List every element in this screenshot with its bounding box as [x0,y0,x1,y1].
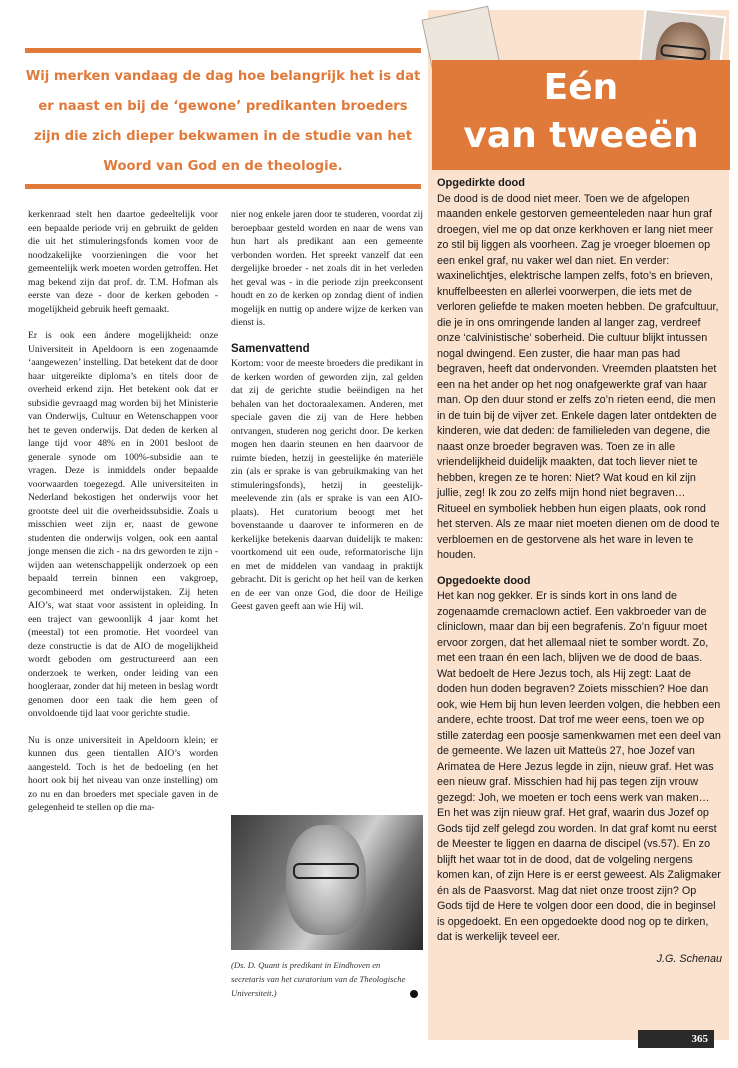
end-mark-icon [410,990,418,998]
page-number: 365 [638,1030,714,1048]
sidebar-paragraph-2: Het kan nog gekker. Er is sinds kort in ons land de zogenaamde cremaclown actief. Een vakbroeder van de cliniclown, maar dan bij een begrafenis. Zo’n figuur moet ervoor zorgen, dat het allemaal niet te somber wordt. Zo, met een traan én een lach, blijven we de dood de baas. Wat bedoelt de Here Jezus toch, als Hij zegt: Laat de doden hun doden begraven? Zoiets misschien? Hoe dan ook, wie Hem bij hun leven leerden volgen, die hebben een andere, echte troost. Dat trof me weer eens, toen we op stille zaterdag een poosje samenkwamen met een deel van de gemeente. We lazen uit Matteüs 27, hoe Jozef van Arimatea de Here Jezus legde in zijn, nieuw graf. Het was een nieuw graf. Misschien had hij pas tegen zijn vrouw gezegd: Joh, we moeten er toch eens werk van maken… En het was zijn nieuw graf. Het graf, waarin dus Jozef op Gods tijd zelf gelegd zou worden. In dat graf komt nu eerst de Meester te liggen en daarna de discipel (vs.57). En zo blijft het waar tot in de dood, dat de volgeling nergens komen kan, of zijn Here is er eerst geweest. Als Zaligmaker én als de Paasvorst. Mag dat niet onze troost zijn? Op Gods tijd de Here te volgen door een dood, die in beginsel is opgedoekt. En een opgedoekte dood nog op te dirken, dat is werkelijk teveel eer. [437,590,721,943]
pullquote-top-rule [25,48,421,53]
pullquote-bottom-rule [25,184,421,189]
article-paragraph: kerkenraad stelt hen daartoe gedeeltelijk voor een bepaalde periode vrij en gebruikt de gelden die uit het stimuleringsfonds komen voor de noodzakelijke voorzieningen die voor het gemeentelijk werk moeten worden getroffen. Het mag bekend zijn dat prof. dr. T.M. Hofman als eerste van deze - door de kerken geboden - mogelijkheid gebruik heeft gemaakt. [28,209,218,315]
sidebar-heading-2: Opgedoekte dood [437,574,531,587]
pullquote: Wij merken vandaag de dag hoe belangrijk het is dat er naast en bij de ‘gewone’ predikanten broeders zijn die zich dieper bekwamen in de studie van het Woord van God en de theologie. [25,69,421,174]
section-heading: Samenvattend [231,342,310,355]
article-column-1 [28,208,218,828]
photo-face [286,825,366,935]
photo-glasses [293,863,359,879]
photo-caption: (Ds. D. Quant is predikant in Eindhoven en secretaris van het curatorium van de Theologische Universiteit.) [231,960,406,998]
sidebar-author: J.G. Schenau [656,952,722,965]
author-photo [231,815,423,950]
article-paragraph: nier nog enkele jaren door te studeren, voordat zij beroepbaar gesteld worden en naar de wens van hun hart als predikant aan een gemeente verbonden worden. Het spreekt vanzelf dat een dergelijke broeder - net zoals dit in het verleden het geval was - in die periode zijn preekconsent houdt en zo de kerken op zondag dient of indien mogelijk en nuttig op andere wijze de kerken van dienst is. [231,209,423,328]
sidebar-title [432,64,730,160]
sidebar-paragraph-1: De dood is de dood niet meer. Toen we de afgelopen maanden enkele gestorven gemeenteleden naar hun graf droegen, viel me op dat onze kerkhoven er lang niet meer zo stil bij liggen als voorheen. Zag je vroeger bloemen op een enkel graf, nu vaker wel dan niet. En verder: waxinelichtjes, elektrische lampen zelfs, foto’s en brieven, knuffelbeesten en allerlei voorwerpen, die iets met de verloren geliefde te maken moeten hebben. De grafcultuur, die je in ons omringende landen al langer zag, verdreef onze ‘calvinistische’ soberheid. Die cultuur blijkt intussen nogal dwingend. Een zuster, die haar man pas had begraven, heeft dat ondervonden. Vreemden plaatsten het een na het ander op het nog onafgewerkte graf van haar man. Op den duur stond er zelfs zo’n rieten eend, die men in de tuin bij de vijver zet. Enkele dagen later ontdekten de kinderen, wie dat deden: de familieleden van degene, die naast onze broeder begraven was. Toen ze in alle vriendelijkheid duidelijk maakten, dat toch liever niet te hebben, kregen ze te horen: Niet? Wat koud en kil zijn jullie, zeg! Ik zou zo zelfs mijn hond niet begraven… Ritueel en symboliek hebben hun eigen plaats, ook rond het sterven. Als ze maar niet moeten dienen om de dood te verbloemen en de gestorvene als het ware in leven te houden. [437,192,720,561]
sidebar-heading-1: Opgedirkte dood [437,177,525,189]
sidebar-text [437,176,722,967]
article-paragraph: Er is ook een ándere mogelijkheid: onze Universiteit in Apeldoorn is een zogenaamde ‘aangewezen’ instelling. Dat betekent dat de door haar uitgereikte diploma’s en titels door de overheid erkend zijn. Het betekent ook dat er subsidie gevraagd mag worden bij het Ministerie van Onderwijs, Cultuur en Wetenschappen voor het te geven onderwijs. Dat deden de kerken al lange tijd voor 48% en in 2001 besloot de generale synode om 100%-subsidie aan te vragen. Deze is inmiddels onder bepaalde voorwaarden toegezegd. Alle universiteiten in Nederland bekostigen het onderwijs voor het grootste deel uit die overheidssubsidie. Zoals u misschien weet zijn er, naast de gewone studenten die onderwijs volgen, ook een aantal jonge mensen die zich - na drs geworden te zijn - wijden aan wetenschappelijk onderzoek op een bepaald terrein binnen een vakgroep, gecombineerd met onderwijstaken. Zij heten AIO’s, wat staat voor assistent in opleiding. In een traject van gewoonlijk 4 jaar komt het (meestal) tot een promotie. Het voordeel van deze constructie is dat de AIO de mogelijkheid wordt geboden om gestructureerd aan een onderzoek te werken, onder leiding van een hoogleraar, zonder dat hij meteen in beslag wordt genomen door een taak die hem geen of onvoldoende tijd laat voor gerichte studie. [28,330,218,719]
sidebar-title-line2: van tweeën [463,115,699,156]
pullquote-box [25,48,421,193]
article-paragraph: Kortom: voor de meeste broeders die predikant in de kerken worden of geworden zijn, zal gelden dat zij de gerichte studie beëindigen na het behalen van het doctoraalexamen. Anderen, met speciale gaven die zij van de Here hebben ontvangen, studeren nog gericht door. De kerken mogen hen daarin steunen en hen daarvoor de ruimte bieden, hetzij in geestelijke én materiële zin (als er sprake is van gebruikmaking van het stimuleringsfonds), hetzij in geestelijk-meelevende zin (als er sprake is van een AIO-plaats). Het curatorium beoogt met het bovenstaande u daarover te informeren en de kerkelijke betekenis daarvan duidelijk te maken: voortkomend uit een oude, reformatorische lijn en met de middelen van vandaag in praktijk gebracht. Dit is gericht op het heil van de kerken en de eer van onze God, die door de Heilige Geest gaven geeft aan wie Hij wil. [231,358,423,612]
article-column-2 [231,208,423,627]
sidebar-title-line1: Eén [543,67,619,108]
article-paragraph: Nu is onze universiteit in Apeldoorn klein; er kunnen dus geen tientallen AIO’s worden aangesteld. Toch is het de bedoeling (en het hoort ook bij het niveau van onze instelling) om zo nu en dan broeders met speciale gaven in de gelegenheid te stellen op die ma- [28,734,218,813]
